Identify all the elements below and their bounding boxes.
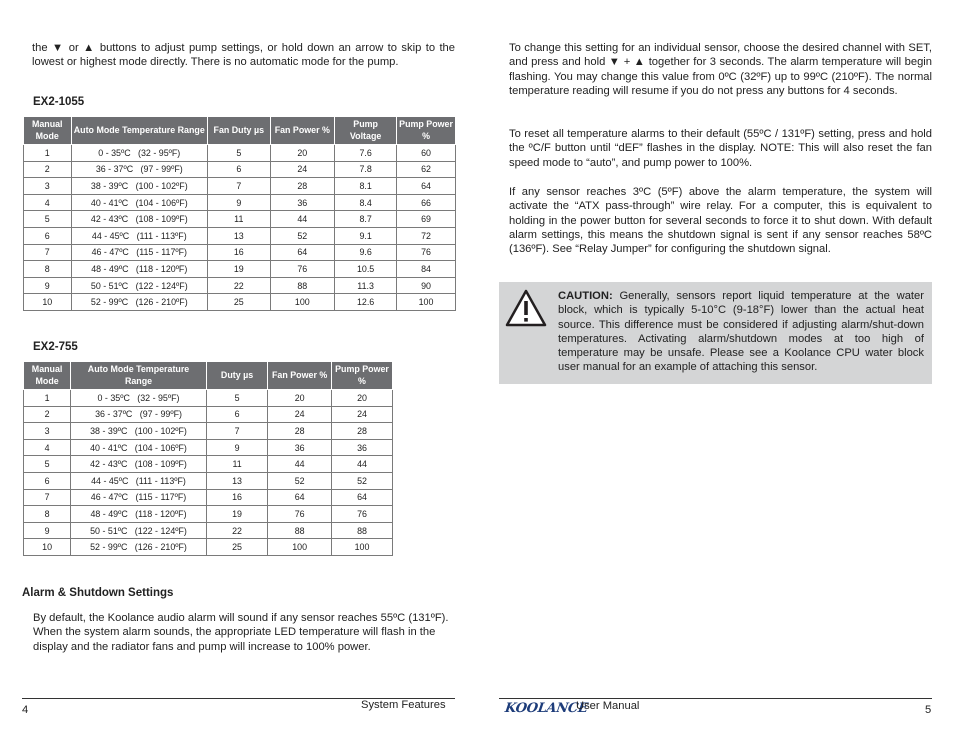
table-cell: 7	[208, 178, 270, 195]
table-cell: 64	[397, 178, 456, 195]
table-cell: 8	[24, 261, 72, 278]
table-cell: 88	[270, 277, 335, 294]
table-cell: 20	[332, 390, 393, 407]
table-row	[24, 406, 393, 423]
table-cell: 84	[397, 261, 456, 278]
warning-triangle-icon	[505, 289, 547, 327]
right-page-number: 5	[925, 704, 932, 716]
table-row	[24, 489, 393, 506]
column-header: Manual Mode	[24, 117, 72, 145]
alarm-change-paragraph: To change this setting for an individual sensor, choose the desired channel with SET, and press and hold ▼ + ▲ together for 3 seconds. The alarm temperature will begin flashing. You may change this value from 0ºC (32ºF) up to 99ºC (210ºF). The normal temperature reading will resume if you do not press any buttons for 4 seconds.	[509, 42, 932, 97]
table-cell: 46 - 47ºC (115 - 117ºF)	[71, 489, 207, 506]
table-cell: 25	[208, 294, 270, 311]
table-cell: 69	[397, 211, 456, 228]
table-row	[24, 539, 393, 556]
column-header: Auto Mode Temperature Range	[71, 117, 208, 145]
table-cell: 5	[206, 390, 267, 407]
table-row	[24, 211, 456, 228]
shutdown-paragraph: If any sensor reaches 3ºC (5ºF) above the alarm temperature, the system will activate the “ATX pass-through” wire relay. For a computer, this is equivalent to holding in the power button for several seconds to force it to shut down. With default alarm settings, this means the shutdown signal is sent if any sensor reaches 58ºC (136ºF). See “Relay Jumper” for configuring the shutdown signal.	[509, 186, 932, 256]
table-cell: 28	[268, 423, 332, 440]
table-cell: 62	[397, 161, 456, 178]
table-cell: 36 - 37ºC (97 - 99ºF)	[71, 406, 207, 423]
table-cell: 16	[206, 489, 267, 506]
caution-body: Generally, sensors report liquid temperature at the water block, which is typically 5-10°C (9-18°F) lower than the actual heat source. This difference must be considered if adjusting alarm/shut-down temperatures. Activating alarm/shutdown modes at too high of temperature may be unsafe. Please see a Koolance CPU water block user manual for an example of attaching this sensor.	[558, 290, 924, 374]
table-cell: 76	[268, 506, 332, 523]
table-cell: 6	[208, 161, 270, 178]
table-cell: 28	[332, 423, 393, 440]
table-row	[24, 227, 456, 244]
table-cell: 10	[24, 294, 72, 311]
right-footer-rule	[499, 698, 932, 699]
alarm-paragraph: By default, the Koolance audio alarm will sound if any sensor reaches 55ºC (131ºF). When the system alarm sounds, the appropriate LED temperature will flash in the display and the radiator fans and pump will increase to 100% power.	[33, 612, 449, 653]
table-cell: 20	[270, 145, 335, 162]
table-cell: 52 - 99ºC (126 - 210ºF)	[71, 294, 208, 311]
table-cell: 50 - 51ºC (122 - 124ºF)	[71, 277, 208, 294]
table-cell: 7	[24, 489, 71, 506]
table-cell: 44	[268, 456, 332, 473]
table-cell: 90	[397, 277, 456, 294]
table-cell: 5	[24, 456, 71, 473]
caution-label: CAUTION:	[558, 290, 613, 302]
table-cell: 40 - 41ºC (104 - 106ºF)	[71, 194, 208, 211]
table-cell: 24	[332, 406, 393, 423]
table-cell: 9	[24, 277, 72, 294]
table-cell: 52	[332, 472, 393, 489]
table-row	[24, 294, 456, 311]
table-row	[24, 161, 456, 178]
column-header: Pump Power %	[332, 362, 393, 390]
table-cell: 76	[332, 506, 393, 523]
table-cell: 9	[24, 522, 71, 539]
table-row	[24, 277, 456, 294]
table-cell: 28	[270, 178, 335, 195]
table-cell: 9.6	[335, 244, 397, 261]
intro-paragraph: the ▼ or ▲ buttons to adjust pump settings, or hold down an arrow to skip to the lowest or highest mode directly. There is no automatic mode for the pump.	[32, 42, 455, 69]
table-cell: 1	[24, 390, 71, 407]
table-cell: 6	[24, 472, 71, 489]
column-header: Manual Mode	[24, 362, 71, 390]
table-cell: 52 - 99ºC (126 - 210ºF)	[71, 539, 207, 556]
column-header: Pump Voltage	[335, 117, 397, 145]
table-cell: 2	[24, 161, 72, 178]
caution-text	[558, 289, 924, 375]
column-header: Pump Power %	[397, 117, 456, 145]
table-row	[24, 390, 393, 407]
table-cell: 100	[270, 294, 335, 311]
table-cell: 10	[24, 539, 71, 556]
table-cell: 44 - 45ºC (111 - 113ºF)	[71, 472, 207, 489]
table-row	[24, 145, 456, 162]
table-cell: 100	[397, 294, 456, 311]
table-cell: 5	[24, 211, 72, 228]
table-cell: 11	[208, 211, 270, 228]
table-cell: 0 - 35ºC (32 - 95ºF)	[71, 145, 208, 162]
table-cell: 7	[24, 244, 72, 261]
table-cell: 5	[208, 145, 270, 162]
table2-title: EX2-755	[33, 341, 78, 353]
alarm-reset-paragraph: To reset all temperature alarms to their default (55ºC / 131ºF) setting, press and hold the ºC/F button until “dEF” flashes in the display. NOTE: This will also reset the fan speed mode to “auto”, and pump power to 100%.	[509, 128, 932, 169]
table-cell: 100	[268, 539, 332, 556]
table-row	[24, 506, 393, 523]
table-cell: 76	[270, 261, 335, 278]
table-cell: 72	[397, 227, 456, 244]
left-page-number: 4	[22, 704, 29, 716]
table-cell: 36 - 37ºC (97 - 99ºF)	[71, 161, 208, 178]
table-cell: 8.1	[335, 178, 397, 195]
table-cell: 0 - 35ºC (32 - 95ºF)	[71, 390, 207, 407]
table-cell: 16	[208, 244, 270, 261]
column-header: Fan Power %	[268, 362, 332, 390]
table-cell: 36	[268, 439, 332, 456]
table-row	[24, 244, 456, 261]
table-cell: 6	[206, 406, 267, 423]
table-cell: 13	[206, 472, 267, 489]
table-cell: 66	[397, 194, 456, 211]
table-cell: 24	[270, 161, 335, 178]
table-cell: 4	[24, 194, 72, 211]
table-cell: 40 - 41ºC (104 - 106ºF)	[71, 439, 207, 456]
koolance-logo: KOOLANCE	[503, 701, 589, 716]
table-cell: 9.1	[335, 227, 397, 244]
table-cell: 7	[206, 423, 267, 440]
table-cell: 44 - 45ºC (111 - 113ºF)	[71, 227, 208, 244]
table-cell: 7.8	[335, 161, 397, 178]
ex2-755-table	[23, 361, 393, 556]
table-cell: 9	[206, 439, 267, 456]
table-cell: 60	[397, 145, 456, 162]
right-footer-label: User Manual	[576, 700, 640, 712]
table-cell: 52	[268, 472, 332, 489]
table-cell: 48 - 49ºC (118 - 120ºF)	[71, 261, 208, 278]
table-cell: 64	[268, 489, 332, 506]
table-cell: 8.7	[335, 211, 397, 228]
caution-box	[499, 282, 932, 384]
table-cell: 8.4	[335, 194, 397, 211]
table-cell: 88	[268, 522, 332, 539]
table-cell: 42 - 43ºC (108 - 109ºF)	[71, 211, 208, 228]
table-cell: 9	[208, 194, 270, 211]
table-cell: 42 - 43ºC (108 - 109ºF)	[71, 456, 207, 473]
table-cell: 64	[332, 489, 393, 506]
table-row	[24, 423, 393, 440]
column-header: Auto Mode Temperature Range	[71, 362, 207, 390]
table-cell: 24	[268, 406, 332, 423]
table-cell: 19	[206, 506, 267, 523]
table-row	[24, 261, 456, 278]
table1-title: EX2-1055	[33, 96, 85, 108]
table-cell: 3	[24, 178, 72, 195]
table-cell: 1	[24, 145, 72, 162]
table-cell: 22	[208, 277, 270, 294]
table-cell: 20	[268, 390, 332, 407]
table-cell: 11	[206, 456, 267, 473]
table-cell: 46 - 47ºC (115 - 117ºF)	[71, 244, 208, 261]
table-cell: 13	[208, 227, 270, 244]
table-cell: 2	[24, 406, 71, 423]
table-cell: 6	[24, 227, 72, 244]
table-cell: 8	[24, 506, 71, 523]
column-header: Duty µs	[206, 362, 267, 390]
table-row	[24, 439, 393, 456]
table-cell: 10.5	[335, 261, 397, 278]
table-row	[24, 456, 393, 473]
table-cell: 7.6	[335, 145, 397, 162]
ex2-1055-table	[23, 116, 456, 311]
table-cell: 4	[24, 439, 71, 456]
left-footer-label: System Features	[361, 699, 446, 711]
table-cell: 3	[24, 423, 71, 440]
table-row	[24, 472, 393, 489]
table-cell: 22	[206, 522, 267, 539]
table-cell: 52	[270, 227, 335, 244]
table-row	[24, 522, 393, 539]
table-cell: 88	[332, 522, 393, 539]
column-header: Fan Duty µs	[208, 117, 270, 145]
table-cell: 76	[397, 244, 456, 261]
table-cell: 36	[270, 194, 335, 211]
table-cell: 38 - 39ºC (100 - 102ºF)	[71, 178, 208, 195]
alarm-heading: Alarm & Shutdown Settings	[22, 587, 174, 599]
column-header: Fan Power %	[270, 117, 335, 145]
table-cell: 11.3	[335, 277, 397, 294]
table-cell: 48 - 49ºC (118 - 120ºF)	[71, 506, 207, 523]
table-row	[24, 194, 456, 211]
table-cell: 64	[270, 244, 335, 261]
table-cell: 25	[206, 539, 267, 556]
table-cell: 12.6	[335, 294, 397, 311]
table-cell: 100	[332, 539, 393, 556]
table-row	[24, 178, 456, 195]
table-cell: 44	[332, 456, 393, 473]
table-cell: 50 - 51ºC (122 - 124ºF)	[71, 522, 207, 539]
table-cell: 44	[270, 211, 335, 228]
table-cell: 19	[208, 261, 270, 278]
table-cell: 36	[332, 439, 393, 456]
table-cell: 38 - 39ºC (100 - 102ºF)	[71, 423, 207, 440]
